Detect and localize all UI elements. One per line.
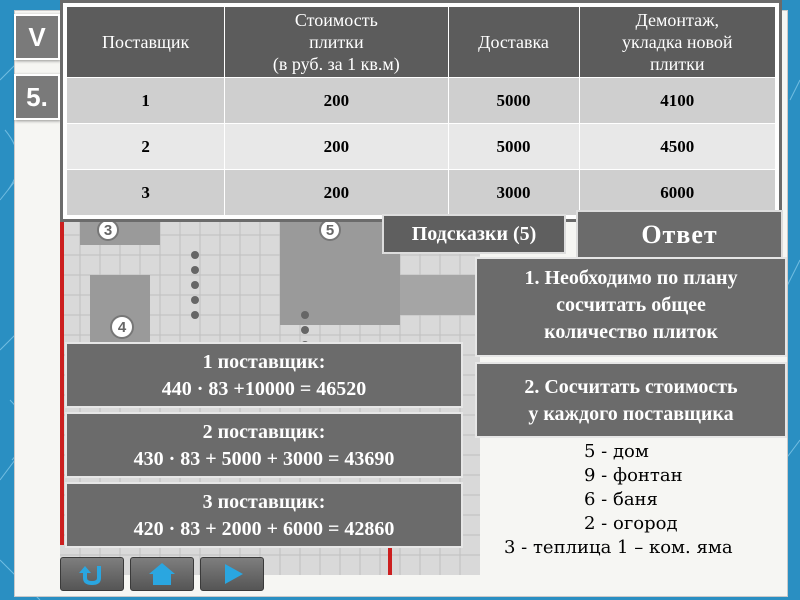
legend-item: 6 - баня [584, 489, 658, 510]
header-supplier: Поставщик [67, 7, 225, 78]
header-delivery: Доставка [448, 7, 579, 78]
cell-tile-cost: 200 [225, 124, 448, 170]
hint-callout-1: 1. Необходимо по плану сосчитать общее количество плиток [475, 257, 787, 357]
header-installation: Демонтаж, укладка новой плитки [579, 7, 775, 78]
table-header-row [67, 7, 776, 78]
cell-installation: 6000 [579, 170, 775, 216]
supplier-table [60, 0, 782, 222]
legend-item: 9 - фонтан [584, 465, 683, 486]
cell-delivery: 5000 [448, 78, 579, 124]
plan-label-3: 3 [103, 222, 113, 239]
table-row [67, 170, 776, 216]
hint-callout-2: 2. Сосчитать стоимость у каждого поставщика [475, 362, 787, 438]
legend-item: 3 - теплица 1 – ком. яма [504, 537, 733, 558]
plan-legend [504, 440, 733, 560]
cell-installation: 4500 [579, 124, 775, 170]
play-icon [201, 558, 263, 590]
cell-delivery: 5000 [448, 124, 579, 170]
plan-label-4: 4 [117, 319, 127, 336]
task-number-badge: 5. [14, 74, 60, 120]
cell-supplier: 2 [67, 124, 225, 170]
home-icon [131, 558, 193, 590]
cell-supplier: 1 [67, 78, 225, 124]
cell-supplier: 3 [67, 170, 225, 216]
home-button[interactable] [130, 557, 194, 591]
return-icon [61, 558, 123, 590]
legend-item: 5 - дом [584, 441, 649, 462]
return-button[interactable] [60, 557, 124, 591]
next-button[interactable] [200, 557, 264, 591]
supplier-3-calculation: 3 поставщик: 420 · 83 + 2000 + 6000 = 42860 [65, 482, 463, 548]
cell-installation: 4100 [579, 78, 775, 124]
header-tile-cost: Стоимость плитки (в руб. за 1 кв.м) [225, 7, 448, 78]
cell-delivery: 3000 [448, 170, 579, 216]
cell-tile-cost: 200 [225, 170, 448, 216]
legend-item: 2 - огород [584, 513, 678, 534]
supplier-1-calculation: 1 поставщик: 440 · 83 +10000 = 46520 [65, 342, 463, 408]
supplier-2-calculation: 2 поставщик: 430 · 83 + 5000 + 3000 = 43690 [65, 412, 463, 478]
table-row [67, 124, 776, 170]
hints-button[interactable]: Подсказки (5) [382, 214, 566, 254]
plan-label-5: 5 [325, 222, 335, 239]
cell-tile-cost: 200 [225, 78, 448, 124]
section-badge: V [14, 14, 60, 60]
table-row [67, 78, 776, 124]
answer-button[interactable]: Ответ [576, 210, 783, 260]
